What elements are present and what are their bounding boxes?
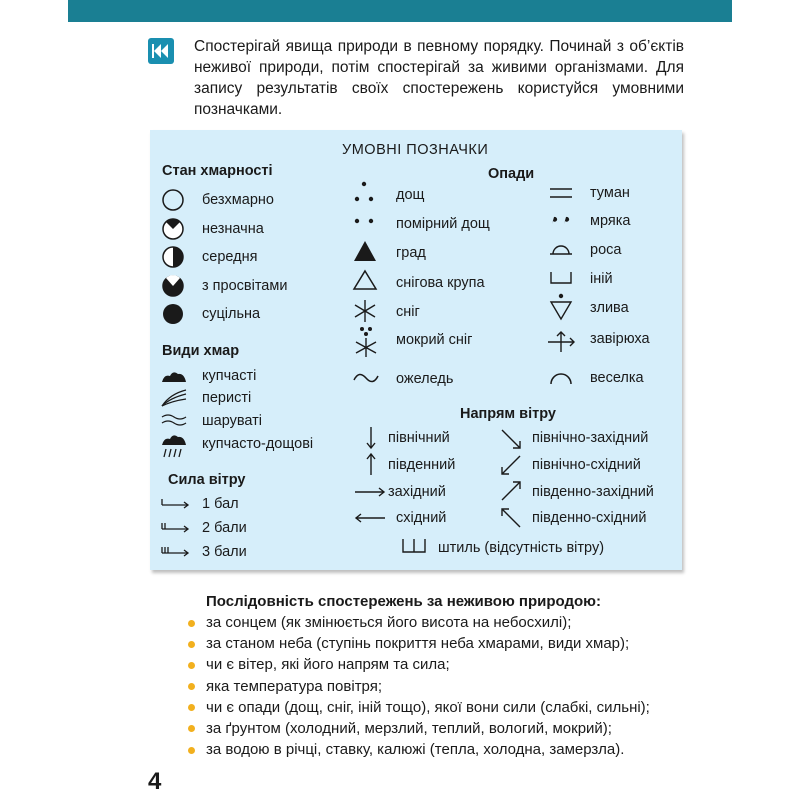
cloud-broken-icon [160,273,186,299]
wind-dir-item: північно-західний [532,430,649,446]
arrow-down-icon [364,426,378,450]
arrow-down-right-icon [500,428,522,450]
cloud-type-item: купчасто-дощові [202,436,314,452]
frost-icon [548,270,574,286]
bullet-icon [188,662,195,669]
arrow-left-icon [354,512,386,524]
cloudiness-item: з просвітами [202,278,288,294]
precip-item: мряка [590,213,631,229]
bullet-icon [188,683,195,690]
cumulonimbus-icon [160,433,188,459]
bullet-icon [188,747,195,754]
legend-title: УМОВНІ ПОЗНАЧКИ [342,142,489,158]
wind-dir-item: південно-західний [532,484,654,500]
wind-force-item: 3 бали [202,544,247,560]
sequence-title: Послідовність спостережень за неживою природою: [206,593,601,610]
sleet-icon [352,326,380,358]
wind-force-item: 2 бали [202,520,247,536]
shower-icon [548,293,574,321]
blizzard-icon [546,328,576,356]
wind-force-header: Сила вітру [168,472,246,488]
bullet-icon [188,641,195,648]
fog-icon [548,186,574,200]
precip-item: завірюха [590,331,650,347]
precip-item: сніг [396,304,420,320]
dew-icon [548,242,574,258]
wind-force-3-icon [160,544,192,558]
intro-paragraph: Спостерігай явища природи в певному порядку. Починай з об’єктів неживої природи, потім спостерігай за живими організмами. Для запису результатів своїх спостережень користуйся умовними позначками. [194,38,684,118]
hail-icon [352,240,378,262]
cumulus-icon [160,368,188,384]
precip-item: мокрий сніг [396,332,473,348]
cloud-type-item: перисті [202,390,252,406]
precip-item: роса [590,242,622,258]
wind-dir-item: східний [396,510,447,526]
wind-force-item: 1 бал [202,496,239,512]
wind-dir-item: південний [388,457,456,473]
rewind-icon [148,38,174,64]
list-item: яка температура повітря; [188,676,650,697]
list-item: за водою в річці, ставку, калюжі (тепла, холодна, замерзла). [188,739,650,760]
cloudiness-item: незначна [202,221,264,237]
moderate-rain-icon [352,214,376,228]
cloudiness-item: суцільна [202,306,261,322]
wind-dir-item: південно-східний [532,510,647,526]
wind-dir-header: Напрям вітру [460,406,556,422]
precip-item: ожеледь [396,371,454,387]
precip-item: град [396,245,426,261]
bullet-icon [188,704,195,711]
top-color-bar [68,0,732,22]
arrow-up-icon [364,452,378,476]
page-number: 4 [148,768,162,795]
wind-force-2-icon [160,520,192,534]
cloud-overcast-icon [160,301,186,327]
snow-icon [352,298,378,324]
precip-item: іній [590,271,613,287]
cirrus-icon [160,388,188,408]
cloud-half-icon [160,244,186,270]
cloud-type-item: купчасті [202,368,257,384]
cloud-slight-icon [160,216,186,242]
precip-item: дощ [396,187,425,203]
precip-item: веселка [590,370,644,386]
sequence-list [188,612,650,760]
wind-dir-item: північно-східний [532,457,641,473]
wind-dir-item: західний [388,484,446,500]
wind-dir-item: північний [388,430,450,446]
snow-pellets-icon [352,269,378,291]
rainbow-icon [548,370,574,386]
cloud-type-item: шаруваті [202,413,262,429]
arrow-down-left-icon [500,454,522,476]
bullet-icon [188,725,195,732]
wind-force-1-icon [160,496,192,510]
drizzle-icon [548,214,574,228]
cloud-types-header: Види хмар [162,343,240,359]
cloudiness-header: Стан хмарності [162,163,273,179]
calm-icon [400,537,428,555]
bullet-icon [188,620,195,627]
precip-item: снігова крупа [396,275,485,291]
cloudiness-item: безхмарно [202,192,274,208]
wind-calm-label: штиль (відсутність вітру) [438,540,605,556]
list-item: чи є опади (дощ, сніг, іній тощо), якої вони сили (слабкі, сильні); [188,697,650,718]
list-item: чи є вітер, які його напрям та сила; [188,654,650,675]
stratus-icon [160,413,188,427]
precip-item: злива [590,300,629,316]
list-item: за ґрунтом (холодний, мерзлий, теплий, вологий, мокрий); [188,718,650,739]
arrow-up-right-icon [500,480,522,502]
rain-icon [352,180,376,204]
arrow-right-icon [354,486,386,498]
arrow-up-left-icon [500,507,522,529]
list-item: за станом неба (ступінь покриття неба хмарами, види хмар); [188,633,650,654]
precip-header: Опади [488,166,535,182]
list-item: за сонцем (як змінюється його висота на небосхилі); [188,612,650,633]
precip-item: туман [590,185,630,201]
cloud-clear-icon [160,187,186,213]
cloudiness-item: середня [202,249,258,265]
precip-item: помірний дощ [396,216,490,232]
glaze-icon [352,370,380,386]
legend-panel [150,130,682,570]
